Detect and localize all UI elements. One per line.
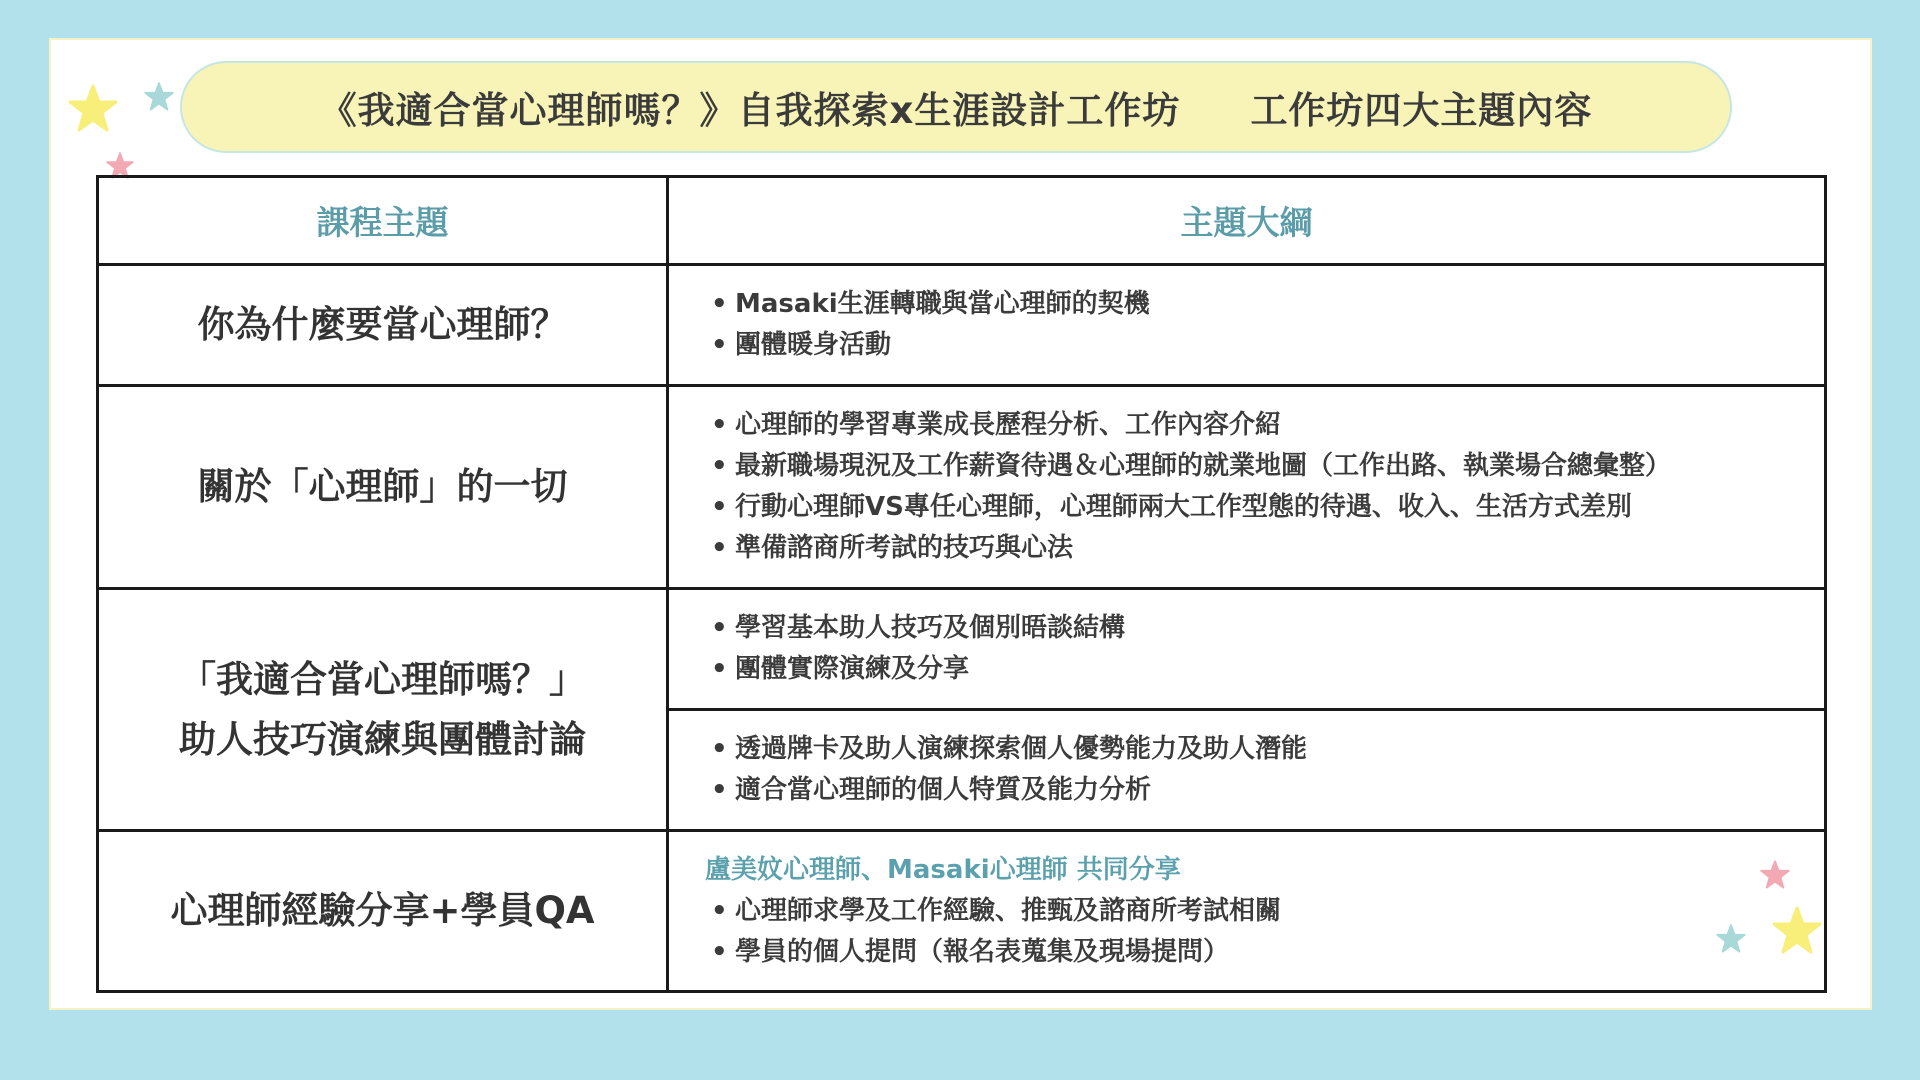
list-item: • 透過牌卡及助人演練探索個人優勢能力及助人潛能 [711,729,1824,770]
title-banner [180,61,1732,153]
table-row [98,265,1826,386]
topic-cell [98,265,668,386]
topic-label: 關於「心理師」的一切 [197,465,568,509]
list-item: • 準備諮商所考試的技巧與心法 [711,528,1824,569]
topic-label: 「我適合當心理師嗎？」 [179,658,586,702]
outline-cell [668,265,1826,386]
workshop-subtitle: 工作坊四大主題內容 [1250,89,1593,132]
list-item: • 團體暖身活動 [711,325,1824,366]
table-row [98,589,1826,710]
outline-cell [668,710,1826,831]
outline-list [669,405,1824,569]
list-item: • 團體實際演練及分享 [711,649,1824,690]
topic-cell [98,386,668,589]
topic-label: 助人技巧演練與團體討論 [179,717,586,761]
outline-list [669,284,1824,366]
workshop-title: 《我適合當心理師嗎？》自我探索x生涯設計工作坊 [319,89,1181,132]
outline-cell [668,386,1826,589]
outline-list [669,891,1824,973]
outline-column-header: 主題大綱 [668,177,1826,265]
table-row [98,831,1826,992]
list-item: • 最新職場現況及工作薪資待遇＆心理師的就業地圖（工作出路、執業場合總彙整） [711,446,1824,487]
list-item: • 心理師求學及工作經驗、推甄及諮商所考試相關 [711,891,1824,932]
outline-list [669,608,1824,690]
topic-cell [98,589,668,831]
topic-column-header: 課程主題 [98,177,668,265]
list-item: • 心理師的學習專業成長歷程分析、工作內容介紹 [711,405,1824,446]
yellow-star-icon [68,84,118,134]
list-item: • 行動心理師VS專任心理師，心理師兩大工作型態的待遇、收入、生活方式差別 [711,487,1824,528]
list-item: • Masaki生涯轉職與當心理師的契機 [711,284,1824,325]
topic-label: 心理師經驗分享+學員QA [170,889,595,933]
topic-cell [98,831,668,992]
list-item: • 適合當心理師的個人特質及能力分析 [711,770,1824,811]
outline-cell [668,831,1826,992]
topic-label: 你為什麼要當心理師？ [197,303,568,347]
outline-cell [668,589,1826,710]
speakers-note: 盧美妏心理師、Masaki心理師 共同分享 [705,854,1181,885]
table-row [98,386,1826,589]
outline-list [669,729,1824,811]
teal-star-icon [144,82,174,112]
list-item: • 學員的個人提問（報名表蒐集及現場提問） [711,932,1824,973]
table-header-row [98,177,1826,265]
syllabus-table [96,175,1827,993]
list-item: • 學習基本助人技巧及個別晤談結構 [711,608,1824,649]
